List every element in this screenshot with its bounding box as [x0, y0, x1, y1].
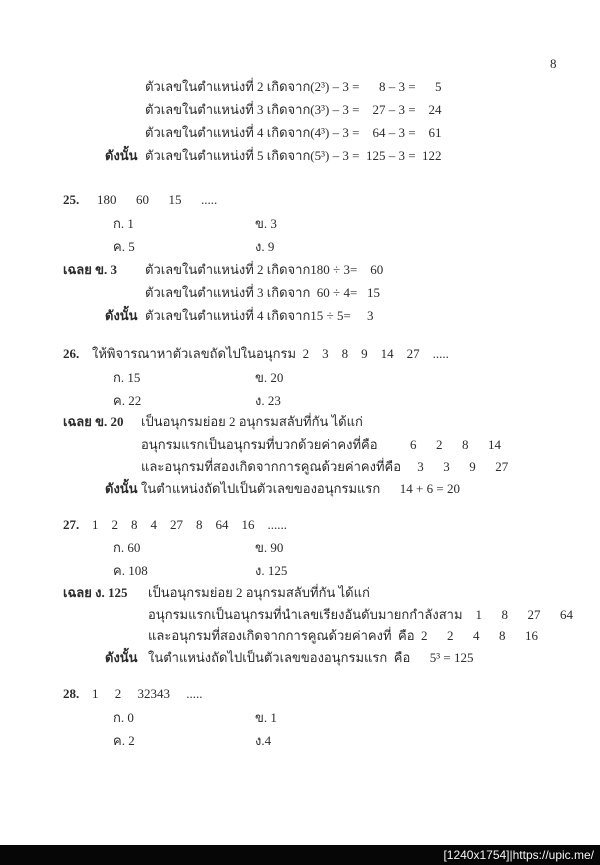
question-25-answer-label: เฉลย ข. 3: [63, 262, 118, 277]
question-27-answer-label: เฉลย ง. 125: [63, 585, 128, 600]
question-25-choice-a: ก. 1: [113, 216, 134, 231]
question-28-choice-c: ค. 2: [113, 733, 135, 748]
question-28-choice-b: ข. 1: [255, 710, 277, 725]
question-26-explanation-2: อนุกรมแรกเป็นอนุกรมที่บวกด้วยค่าคงที่คือ 6 2 8 14: [141, 437, 502, 452]
image-host-caption: [1240x1754]|https://upic.me/: [443, 848, 594, 862]
therefore-label: ดังนั้น: [105, 650, 138, 665]
question-25-choice-d: ง. 9: [255, 239, 275, 254]
page-number: 8: [550, 56, 557, 71]
question-27-explanation-4: ในตำแหน่งถัดไปเป็นตัวเลขของอนุกรมแรก คือ 5³ = 125: [148, 650, 474, 665]
question-25-choice-b: ข. 3: [255, 216, 277, 231]
question-25-explanation-1: ตัวเลขในตำแหน่งที่ 2 เกิดจาก180 ÷ 3= 60: [145, 262, 384, 277]
question-27-choice-a: ก. 60: [113, 540, 141, 555]
question-25-choice-c: ค. 5: [113, 239, 135, 254]
image-host-bar: [0, 845, 600, 865]
worked-line-3: ตัวเลขในตำแหน่งที่ 3 เกิดจาก(3³) – 3 = 27 – 3 = 24: [145, 102, 442, 117]
question-26-choice-a: ก. 15: [113, 370, 141, 385]
question-26-choice-b: ข. 20: [255, 370, 284, 385]
question-27-choice-d: ง. 125: [255, 563, 288, 578]
therefore-label: ดังนั้น: [105, 481, 138, 496]
worked-line-2: ตัวเลขในตำแหน่งที่ 2 เกิดจาก(2³) – 3 = 8 – 3 = 5: [145, 79, 442, 94]
question-26-explanation-4: ในตำแหน่งถัดไปเป็นตัวเลขของอนุกรมแรก 14 + 6 = 20: [141, 481, 460, 496]
question-28-choice-a: ก. 0: [113, 710, 134, 725]
question-25-explanation-2: ตัวเลขในตำแหน่งที่ 3 เกิดจาก 60 ÷ 4= 15: [145, 285, 381, 300]
question-26-number: 26.: [63, 346, 80, 361]
question-25-number: 25.: [63, 192, 80, 207]
question-27-choice-b: ข. 90: [255, 540, 284, 555]
question-27-choice-c: ค. 108: [113, 563, 148, 578]
therefore-label: ดังนั้น: [105, 308, 138, 323]
worked-line-5: ตัวเลขในตำแหน่งที่ 5 เกิดจาก(5³) – 3 = 125 – 3 = 122: [145, 148, 442, 163]
question-25-explanation-3: ตัวเลขในตำแหน่งที่ 4 เกิดจาก15 ÷ 5= 3: [145, 308, 374, 323]
question-27-explanation-1: เป็นอนุกรมย่อย 2 อนุกรมสลับที่กัน ได้แก่: [148, 585, 370, 600]
question-27-sequence: 1 2 8 4 27 8 64 16 ......: [92, 517, 287, 532]
question-26-prompt: ให้พิจารณาหาตัวเลขถัดไปในอนุกรม 2 3 8 9 14 27 .....: [92, 346, 449, 361]
question-26-explanation-3: และอนุกรมที่สองเกิดจากการคูณด้วยค่าคงที่คือ 3 3 9 27: [141, 459, 509, 474]
question-26-choice-c: ค. 22: [113, 393, 142, 408]
question-28-number: 28.: [63, 686, 80, 701]
question-28-choice-d: ง.4: [255, 733, 272, 748]
question-26-choice-d: ง. 23: [255, 393, 281, 408]
question-25-sequence: 180 60 15 .....: [97, 192, 218, 207]
question-28-sequence: 1 2 32343 .....: [92, 686, 203, 701]
question-27-number: 27.: [63, 517, 80, 532]
question-26-answer-label: เฉลย ข. 20: [63, 414, 124, 429]
question-27-explanation-3: และอนุกรมที่สองเกิดจากการคูณด้วยค่าคงที่ คือ 2 2 4 8 16: [148, 628, 539, 643]
question-26-explanation-1: เป็นอนุกรมย่อย 2 อนุกรมสลับที่กัน ได้แก่: [141, 414, 363, 429]
worked-line-4: ตัวเลขในตำแหน่งที่ 4 เกิดจาก(4³) – 3 = 64 – 3 = 61: [145, 125, 442, 140]
question-27-explanation-2: อนุกรมแรกเป็นอนุกรมที่นำเลขเรียงอันดับมายกกำลังสาม 1 8 27 64: [148, 607, 574, 622]
therefore-label: ดังนั้น: [105, 148, 138, 163]
